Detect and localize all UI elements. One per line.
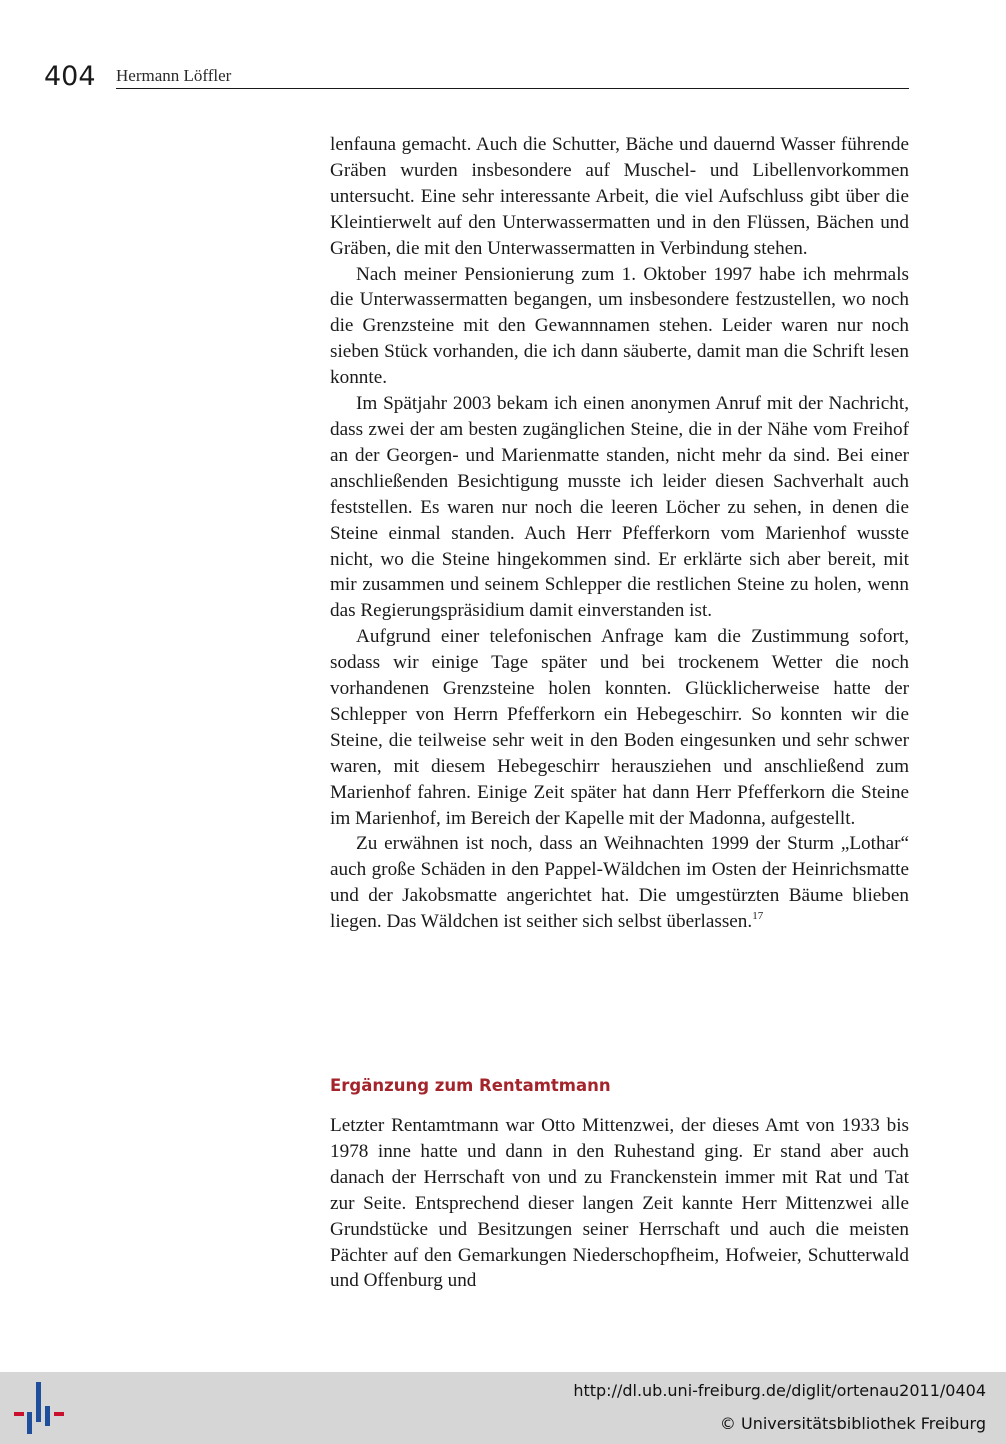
ub-freiburg-logo-icon	[14, 1382, 64, 1434]
footnote-ref[interactable]: 17	[752, 910, 764, 923]
section-text	[330, 1113, 909, 1294]
paragraph: Im Spätjahr 2003 bekam ich einen anonymen Anruf mit der Nachricht, dass zwei der am besten zugänglichen Steine, die in der Nähe vom Freihof an der Georgen- und Marienmatte standen, nicht mehr da sind. Bei einer anschließenden Besichtigung musste ich leider diesen Sachverhalt auch feststellen. Es waren nur noch die leeren Löcher zu sehen, in denen die Steine einmal standen. Auch Herr Pfefferkorn vom Marienhof wusste nicht, wo die Steine hingekommen sind. Er erklärte sich aber bereit, mit mir zusammen und seinem Schlepper die restlichen Steine zu holen, wenn das Regierungspräsidium damit einverstanden ist.	[330, 393, 909, 622]
page-number: 404	[44, 61, 96, 92]
paragraph: Nach meiner Pensionierung zum 1. Oktober 1997 habe ich mehrmals die Unterwassermatten begangen, um insbesondere festzustellen, wo noch die Grenzsteine mit den Gewannnamen stehen. Leider waren nur noch sieben Stück vorhanden, die ich dann säuberte, damit man die Schrift lesen konnte.	[330, 263, 909, 389]
running-head: Hermann Löffler	[116, 66, 232, 85]
header-rule	[116, 88, 909, 89]
paragraph: Aufgrund einer telefonischen Anfrage kam die Zustimmung sofort, sodass wir einige Tage später und bei trockenem Wetter die noch vorhandenen Grenzsteine holen konnten. Glücklicherweise hatte der Schlepper von Herrn Pfefferkorn ein Hebegeschirr. So konnten wir die Steine, die teilweise sehr weit in den Boden eingesunken und sehr schwer waren, mit diesem Hebegeschirr herausziehen und anschließend zum Marienhof fahren. Einige Zeit später hat dann Herr Pfefferkorn die Steine im Marienhof, im Bereich der Kapelle mit der Madonna, aufgestellt.	[330, 626, 909, 829]
paragraph: lenfauna gemacht. Auch die Schutter, Bäche und dauernd Wasser führende Gräben wurden insbesondere auf Muschel- und Libellenvorkommen untersucht. Eine sehr interessante Arbeit, die viel Aufschluss gibt über die Kleintierwelt auf den Unterwassermatten und in den Flüssen, Bächen und Gräben, die mit den Unterwassermatten in Verbindung stehen.	[330, 134, 909, 259]
footer-copyright: © Universitätsbibliothek Freiburg	[719, 1414, 986, 1433]
paragraph: Letzter Rentamtmann war Otto Mittenzwei, der dieses Amt von 1933 bis 1978 inne hatte und dann in den Ruhestand ging. Er stand aber auch danach der Herrschaft von und zu Franckenstein immer mit Rat und Tat zur Seite. Entsprechend dieser langen Zeit kannte Herr Mittenzwei alle Grundstücke und Besitzungen seiner Herrschaft und auch die meisten Pächter auf den Gemarkungen Niederschopfheim, Hofweier, Schutterwald und Offenburg und	[330, 1115, 909, 1292]
footer-bar	[0, 1372, 1006, 1444]
footer-url-link[interactable]: http://dl.ub.uni-freiburg.de/diglit/ortenau2011/0404	[573, 1381, 986, 1400]
body-text	[330, 132, 909, 935]
section-heading: Ergänzung zum Rentamtmann	[330, 1076, 611, 1095]
paragraph-with-footnote	[330, 831, 909, 935]
paragraph-text: Zu erwähnen ist noch, dass an Weihnachten 1999 der Sturm „Lothar“ auch große Schäden in den Pappel-Wäldchen im Osten der Heinrichsmatte und der Jakobsmatte angerichtet hat. Die umgestürzten Bäume blieben liegen. Das Wäldchen ist seither sich selbst überlassen.	[330, 833, 909, 933]
page-header	[44, 62, 909, 90]
